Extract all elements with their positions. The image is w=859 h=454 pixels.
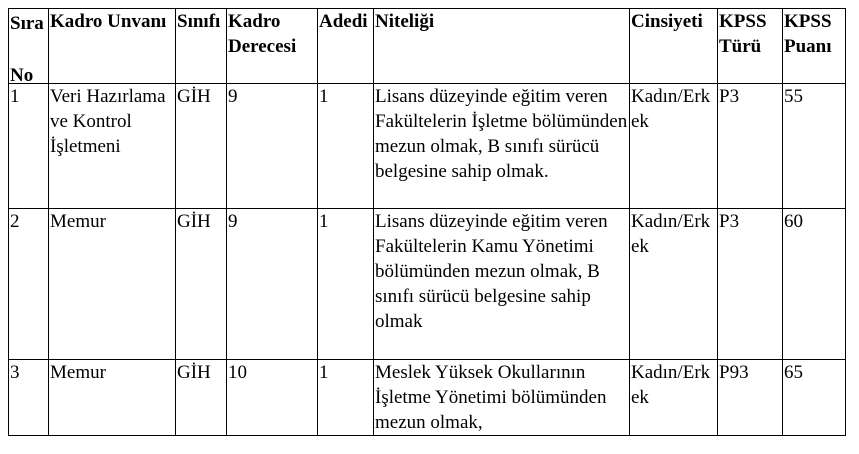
- cell-sinif: GİH: [176, 209, 227, 360]
- header-cinsiyeti: Cinsiyeti: [630, 9, 718, 84]
- header-sinifi: Sınıfı: [176, 9, 227, 84]
- cell-derece: 10: [227, 360, 318, 436]
- cell-kpss-puani: 55: [783, 84, 846, 209]
- cell-sira: 2: [9, 209, 49, 360]
- header-adedi: Adedi: [318, 9, 374, 84]
- cell-sinif: GİH: [176, 360, 227, 436]
- header-sira-no: [9, 9, 49, 84]
- cell-adet: 1: [318, 360, 374, 436]
- cell-derece: 9: [227, 209, 318, 360]
- header-no-label: No: [10, 65, 34, 84]
- cell-adet: 1: [318, 84, 374, 209]
- cell-sira: 3: [9, 360, 49, 436]
- cell-adet: 1: [318, 209, 374, 360]
- header-kadro-unvani: Kadro Unvanı: [49, 9, 176, 84]
- header-row: [9, 9, 846, 84]
- cell-kpss-turu: P3: [718, 209, 783, 360]
- header-sira-label: Sıra: [10, 13, 44, 34]
- kadro-table: [8, 8, 846, 436]
- cell-unvan: Veri Hazırlama ve Kontrol İşletmeni: [49, 84, 176, 209]
- header-kadro-derecesi: Kadro Derecesi: [227, 9, 318, 84]
- header-niteligi: Niteliği: [374, 9, 630, 84]
- document: [8, 8, 846, 436]
- header-kpss-turu: KPSS Türü: [718, 9, 783, 84]
- cell-cinsiyet: Kadın/Erkek: [630, 360, 718, 436]
- table-row: [9, 209, 846, 360]
- cell-kpss-turu: P3: [718, 84, 783, 209]
- cell-nitelik: Meslek Yüksek Okullarının İşletme Yönetimi bölümünden mezun olmak,: [374, 360, 630, 436]
- cell-unvan: Memur: [49, 360, 176, 436]
- cell-unvan: Memur: [49, 209, 176, 360]
- cell-kpss-turu: P93: [718, 360, 783, 436]
- cell-cinsiyet: Kadın/Erkek: [630, 84, 718, 209]
- header-kpss-puani: KPSS Puanı: [783, 9, 846, 84]
- table-row: [9, 84, 846, 209]
- cell-sinif: GİH: [176, 84, 227, 209]
- cell-cinsiyet: Kadın/Erkek: [630, 209, 718, 360]
- cell-nitelik: Lisans düzeyinde eğitim veren Fakültelerin İşletme bölümünden mezun olmak, B sınıfı sürücü belgesine sahip olmak.: [374, 84, 630, 209]
- cell-kpss-puani: 65: [783, 360, 846, 436]
- cell-kpss-puani: 60: [783, 209, 846, 360]
- cell-derece: 9: [227, 84, 318, 209]
- cell-sira: 1: [9, 84, 49, 209]
- table-row: [9, 360, 846, 436]
- cell-nitelik: Lisans düzeyinde eğitim veren Fakültelerin Kamu Yönetimi bölümünden mezun olmak, B sınıfı sürücü belgesine sahip olmak: [374, 209, 630, 360]
